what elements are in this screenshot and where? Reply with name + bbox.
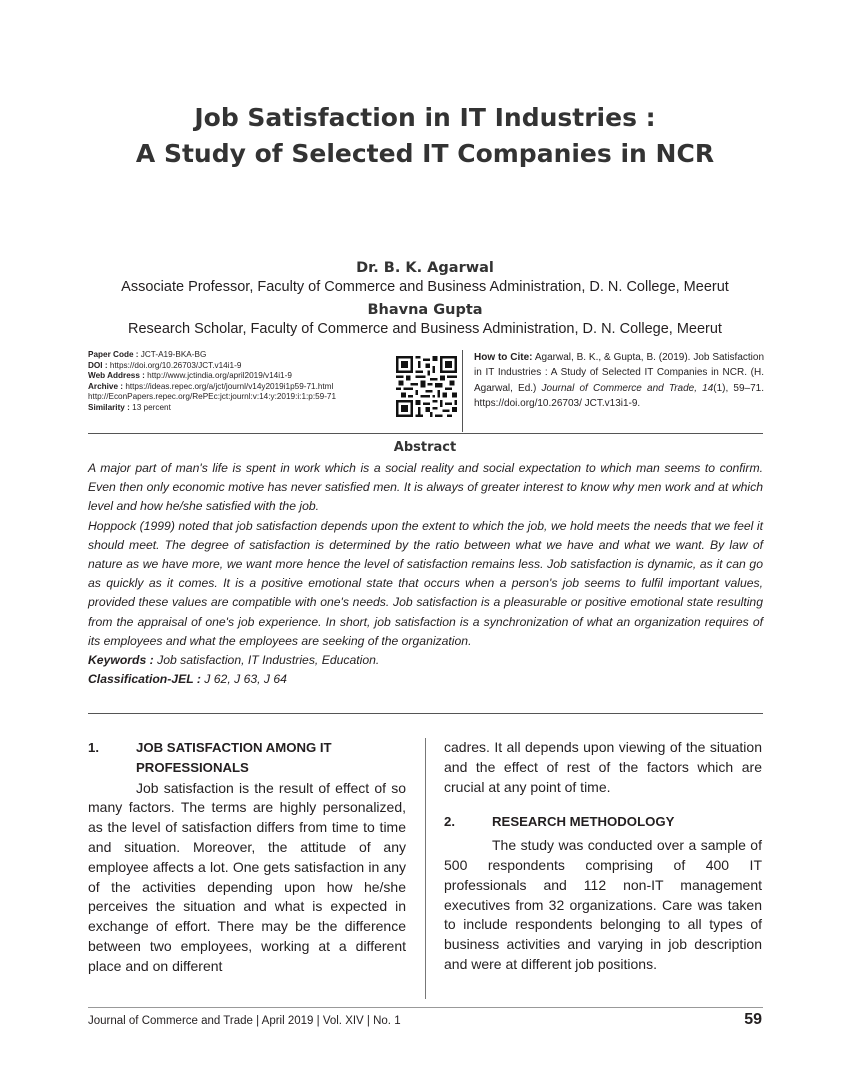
web-link[interactable]: http://www.jctindia.org/april2019/v14i1-9 [147,371,292,380]
body-column-left [88,738,406,977]
section-2-heading: 2. RESEARCH METHODOLOGY [444,814,675,830]
column-divider [425,738,426,999]
author-name: Dr. B. K. Agarwal [356,260,494,276]
section-1-heading: 1. JOB SATISFACTION AMONG IT PROFESSIONALS [88,740,332,775]
doi: DOI : https://doi.org/10.26703/JCT.v14i1-9 [88,360,242,370]
abstract-body [88,459,763,689]
body-column-right [444,738,762,975]
qr-code-icon [396,356,457,417]
archive: Archive : https://ideas.repec.org/a/jct/journl/v14y2019i1p59-71.html [88,381,334,391]
jel-classification: Classification-JEL : J 62, J 63, J 64 [88,672,287,687]
keywords: Keywords : Job satisfaction, IT Industries, Education. [88,653,380,668]
doi-link[interactable]: https://doi.org/10.26703/JCT.v14i1-9 [109,360,242,370]
archive-econpapers[interactable]: http://EconPapers.repec.org/RePEc:jct:journl:v:14:y:2019:i:1:p:59-71 [88,392,337,401]
footer-divider [88,1007,763,1008]
author-2 [0,302,850,337]
section-2-paragraph: The study was conducted over a sample of 500 respondents comprising of 400 IT professionals and 112 non-IT management executives from 32 organizations. Care was taken to include respondents belonging to all types of business activities and varying in job description and were at different job positions. [444,837,762,972]
page-number: 59 [744,1011,762,1028]
archive-link[interactable]: https://ideas.repec.org/a/jct/journl/v14y2019i1p59-71.html [125,381,334,391]
abstract-heading: Abstract [393,440,457,455]
citation-box [462,350,763,432]
author-1 [0,260,850,295]
paper-identifiers [88,350,388,413]
title-line-1: Job Satisfaction in IT Industries : [194,103,656,132]
paper-metadata [88,350,763,432]
section-1-paragraph: Job satisfaction is the result of effect of so many factors. The terms are highly personalized, as the level of satisfaction differs from time to time and situation. Moreover, the attitude of any employee affects a lot. One gets satisfaction in any of the activities depending upon how he/she perceives the situation and what is expected in exchange of effort. There may be the difference between two employees, working at a different place and on different [88,779,406,974]
author-affiliation: Associate Professor, Faculty of Commerce and Business Administration, D. N. College, Meerut [121,279,729,295]
paper-code: Paper Code : JCT-A19-BKA-BG [88,350,207,359]
footer-journal: Journal of Commerce and Trade | April 2019 | Vol. XIV | No. 1 [88,1015,401,1027]
cite-label: How to Cite: [474,352,533,363]
how-to-cite: How to Cite: Agarwal, B. K., & Gupta, B. (2019). Job Satisfaction in IT Industries : A Study of Selected IT Companies in NCR. (H. Agarwal, Ed.) Journal of Commerce and Trade, 14(1), 59–71. https://doi.org/10.26703/ JCT.v13i1-9. [474,352,765,410]
similarity: Similarity : 13 percent [88,402,171,412]
divider [88,713,763,714]
author-name: Bhavna Gupta [367,302,483,318]
title-line-2: A Study of Selected IT Companies in NCR [135,139,715,168]
section-1-paragraph-cont: cadres. It all depends upon viewing of the situation and the effect of rest of the factors which are crucial at any point of time. [444,739,762,795]
cite-journal: Journal of Commerce and Trade, 14 [541,382,714,394]
author-affiliation: Research Scholar, Faculty of Commerce and Business Administration, D. N. College, Meerut [128,321,722,337]
divider [88,433,763,434]
abstract-paragraph: A major part of man's life is spent in work which is a social reality and social expectation to which man seems to confirm. Even then only economic motive has never satisfied men. It is always of greater interest to know why men work and at which level and how he/she satisfied with the job. [88,461,763,514]
abstract-paragraph: Hoppock (1999) noted that job satisfaction depends upon the extent to which the job, we hold meets the needs that we feel it should meet. The degree of satisfaction is determined by the ratio between what we have and what we want. By law of nature as we have more, we want more hence the level of satisfaction remains less. Job satisfaction is dynamic, as it can go as quickly as it comes. It is a positive emotional state that occurs when a person's job seems to fulfil important values, provided these values are compatible with one's needs. Job satisfaction is a pleasurable or positive emotional state resulting from the appraisal of one's job experience. In short, job satisfaction is a synchronization of what an organization requires of its employees and what the employees are seeking of the organization. [88,518,763,648]
web-address: Web Address : http://www.jctindia.org/april2019/v14i1-9 [88,371,292,380]
paper-title [0,100,850,172]
